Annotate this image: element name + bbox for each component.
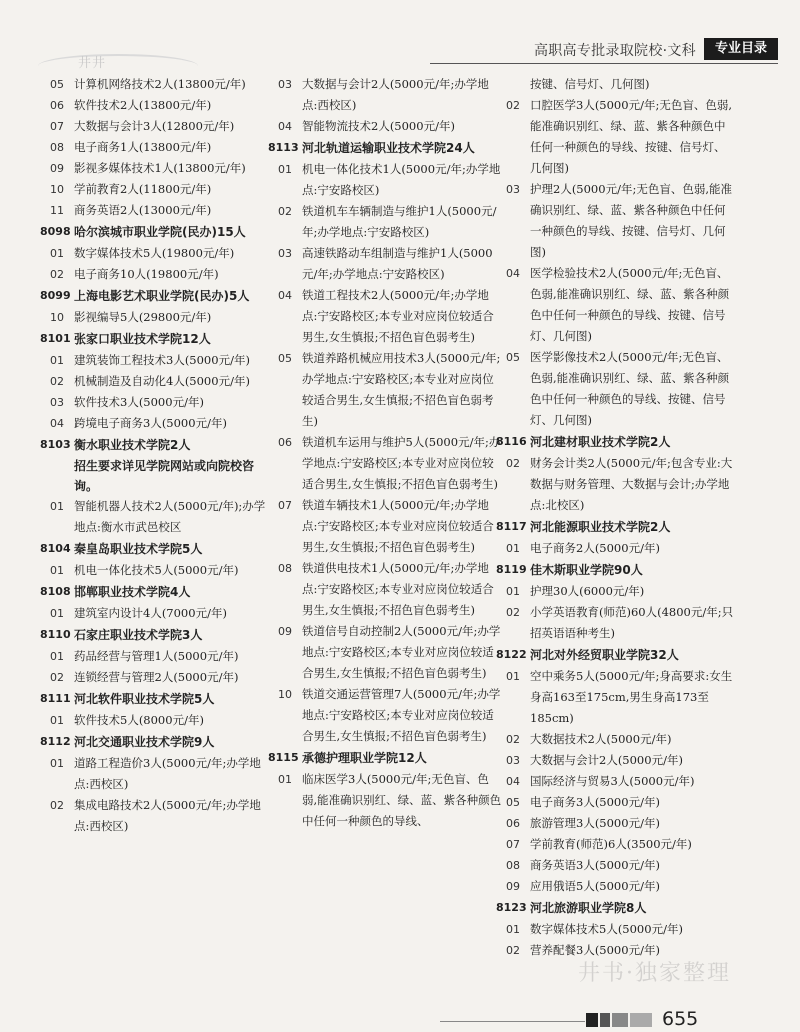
page-number: 655	[662, 1008, 699, 1030]
item-code: 01	[50, 247, 64, 260]
list-item	[496, 750, 736, 771]
item-text: 高速铁路动车组制造与维护1人(5000元/年;办学地点:宁安路校区)	[302, 246, 493, 281]
school-heading	[496, 897, 736, 919]
item-code: 07	[506, 838, 520, 851]
item-text: 大数据与会计2人(5000元/年)	[530, 753, 683, 767]
item-code: 06	[50, 99, 64, 112]
list-item	[40, 200, 275, 221]
school-code: 8113	[268, 141, 299, 154]
item-text: 国际经济与贸易3人(5000元/年)	[530, 774, 695, 788]
school-code: 8101	[40, 332, 71, 345]
item-text: 道路工程造价3人(5000元/年;办学地点:西校区)	[74, 756, 261, 791]
school-heading	[40, 221, 275, 243]
item-code: 02	[506, 733, 520, 746]
item-code: 08	[506, 859, 520, 872]
school-name: 哈尔滨城市职业学院(民办)15人	[74, 225, 246, 239]
item-code: 01	[278, 163, 292, 176]
school-heading	[40, 581, 275, 603]
item-code: 03	[278, 78, 292, 91]
item-code: 04	[506, 775, 520, 788]
school-heading	[496, 644, 736, 666]
list-item	[40, 392, 275, 413]
item-code: 01	[50, 714, 64, 727]
item-text: 铁道信号自动控制2人(5000元/年;办学地点:宁安路校区;本专业对应岗位较适合男生,女生慎报;不招色盲色弱考生)	[302, 624, 501, 680]
item-text: 影视多媒体技术1人(13800元/年)	[74, 161, 246, 175]
item-code: 08	[278, 562, 292, 575]
item-text: 集成电路技术2人(5000元/年;办学地点:西校区)	[74, 798, 261, 833]
item-text: 商务英语2人(13000元/年)	[74, 203, 212, 217]
list-item	[268, 495, 503, 558]
school-name: 河北交通职业技术学院9人	[74, 735, 215, 749]
item-code: 01	[50, 500, 64, 513]
list-item	[496, 729, 736, 750]
item-text: 电子商务10人(19800元/年)	[74, 267, 219, 281]
list-item	[268, 621, 503, 684]
item-text: 学前教育(师范)6人(3500元/年)	[530, 837, 692, 851]
list-item	[40, 795, 275, 837]
item-text: 电子商务2人(5000元/年)	[530, 541, 660, 555]
list-item-continuation	[496, 74, 736, 95]
list-item	[496, 855, 736, 876]
item-code: 04	[506, 267, 520, 280]
item-code: 01	[506, 542, 520, 555]
item-text: 影视编导5人(29800元/年)	[74, 310, 212, 324]
school-name: 河北软件职业技术学院5人	[74, 692, 215, 706]
footer-bars-decoration	[586, 1013, 652, 1027]
item-code: 02	[506, 457, 520, 470]
list-item	[496, 813, 736, 834]
item-text: 口腔医学3人(5000元/年;无色盲、色弱,能准确识别红、绿、蓝、紫各种颜色中任何一种颜色的导线、按键、信号灯、几何图)	[530, 98, 732, 175]
school-name: 石家庄职业技术学院3人	[74, 628, 203, 642]
item-text: 空中乘务5人(5000元/年;身高要求:女生身高163至175cm,男生身高173至185cm)	[530, 669, 733, 725]
item-code: 01	[506, 670, 520, 683]
item-text: 智能物流技术2人(5000元/年)	[302, 119, 455, 133]
school-name: 张家口职业技术学院12人	[74, 332, 211, 346]
list-item	[40, 179, 275, 200]
list-item	[40, 95, 275, 116]
item-code: 02	[50, 671, 64, 684]
list-item	[268, 243, 503, 285]
item-text: 机电一体化技术1人(5000元/年;办学地点:宁安路校区)	[302, 162, 501, 197]
item-text: 软件技术5人(8000元/年)	[74, 713, 204, 727]
school-code: 8117	[496, 520, 527, 533]
item-text: 财务会计类2人(5000元/年;包含专业:大数据与财务管理、大数据与会计;办学地点:北校区)	[530, 456, 733, 512]
item-code: 05	[50, 78, 64, 91]
column-2	[268, 74, 503, 832]
item-code: 02	[50, 799, 64, 812]
list-item	[40, 307, 275, 328]
item-code: 02	[278, 205, 292, 218]
list-item	[40, 603, 275, 624]
school-name: 邯郸职业技术学院4人	[74, 585, 191, 599]
item-code: 03	[506, 754, 520, 767]
item-text: 智能机器人技术2人(5000元/年);办学地点:衡水市武邑校区	[74, 499, 266, 534]
item-code: 02	[50, 375, 64, 388]
item-text: 软件技术3人(5000元/年)	[74, 395, 204, 409]
item-code: 02	[50, 268, 64, 281]
item-code: 06	[506, 817, 520, 830]
item-code: 01	[50, 757, 64, 770]
item-code: 02	[506, 944, 520, 957]
school-name: 河北建材职业技术学院2人	[530, 435, 671, 449]
item-code: 06	[278, 436, 292, 449]
item-text: 学前教育2人(11800元/年)	[74, 182, 212, 196]
item-text: 大数据与会计3人(12800元/年)	[74, 119, 235, 133]
footer-divider	[440, 1021, 585, 1022]
list-item	[40, 264, 275, 285]
list-item	[496, 95, 736, 179]
item-text: 铁道机车运用与维护5人(5000元/年;办学地点:宁安路校区;本专业对应岗位较适合男生,女生慎报;不招色盲色弱考生)	[302, 435, 501, 491]
item-code: 01	[278, 773, 292, 786]
item-text: 铁道养路机械应用技术3人(5000元/年;办学地点:宁安路校区;本专业对应岗位较适合男生,女生慎报;不招色盲色弱考生)	[302, 351, 501, 428]
item-code: 10	[50, 183, 64, 196]
school-heading	[268, 747, 503, 769]
school-code: 8111	[40, 692, 71, 705]
list-item	[496, 538, 736, 559]
item-text: 铁道车辆技术1人(5000元/年;办学地点:宁安路校区;本专业对应岗位较适合男生,女生慎报;不招色盲色弱考生)	[302, 498, 494, 554]
item-text: 铁道供电技术1人(5000元/年;办学地点:宁安路校区;本专业对应岗位较适合男生,女生慎报;不招色盲色弱考生)	[302, 561, 494, 617]
list-item	[496, 347, 736, 431]
footer-watermark: 井书·独家整理	[578, 961, 731, 986]
school-code: 8104	[40, 542, 71, 555]
item-code: 03	[506, 183, 520, 196]
list-item	[496, 263, 736, 347]
school-code: 8099	[40, 289, 71, 302]
list-item	[40, 158, 275, 179]
list-item	[40, 560, 275, 581]
item-code: 09	[278, 625, 292, 638]
item-text: 跨境电子商务3人(5000元/年)	[74, 416, 227, 430]
list-item	[496, 834, 736, 855]
list-item	[40, 371, 275, 392]
list-item	[496, 602, 736, 644]
school-name: 河北能源职业技术学院2人	[530, 520, 671, 534]
school-heading	[40, 688, 275, 710]
item-text: 临床医学3人(5000元/年;无色盲、色弱,能准确识别红、绿、蓝、紫各种颜色中任何一种颜色的导线、	[302, 772, 502, 828]
item-code: 03	[278, 247, 292, 260]
item-text: 连锁经营与管理2人(5000元/年)	[74, 670, 239, 684]
item-code: 07	[278, 499, 292, 512]
school-heading	[496, 516, 736, 538]
list-item	[496, 666, 736, 729]
item-text: 大数据技术2人(5000元/年)	[530, 732, 672, 746]
item-code: 02	[506, 99, 520, 112]
item-code: 04	[278, 120, 292, 133]
school-code: 8119	[496, 563, 527, 576]
school-name: 河北轨道运输职业技术学院24人	[302, 141, 475, 155]
item-code: 01	[506, 923, 520, 936]
list-item	[268, 558, 503, 621]
item-code: 05	[506, 351, 520, 364]
school-name: 河北旅游职业学院8人	[530, 901, 647, 915]
list-item	[496, 771, 736, 792]
school-heading	[40, 285, 275, 307]
school-code: 8112	[40, 735, 71, 748]
item-text: 护理30人(6000元/年)	[530, 584, 645, 598]
school-name: 衡水职业技术学院2人	[74, 438, 191, 452]
item-text: 按键、信号灯、几何图)	[530, 77, 650, 91]
list-item	[268, 74, 503, 116]
item-text: 电子商务1人(13800元/年)	[74, 140, 212, 154]
item-code: 08	[50, 141, 64, 154]
item-code: 04	[278, 289, 292, 302]
item-text: 大数据与会计2人(5000元/年;办学地点:西校区)	[302, 77, 489, 112]
item-text: 数字媒体技术5人(5000元/年)	[530, 922, 683, 936]
school-code: 8115	[268, 751, 299, 764]
list-item	[268, 769, 503, 832]
item-code: 05	[506, 796, 520, 809]
school-code: 8110	[40, 628, 71, 641]
school-note: 招生要求详见学院网站或向院校咨询。	[74, 459, 255, 493]
item-code: 03	[50, 396, 64, 409]
item-text: 铁道工程技术2人(5000元/年;办学地点:宁安路校区;本专业对应岗位较适合男生,女生慎报;不招色盲色弱考生)	[302, 288, 494, 344]
school-name: 承德护理职业学院12人	[302, 751, 427, 765]
list-item	[40, 667, 275, 688]
list-item	[40, 137, 275, 158]
item-code: 09	[506, 880, 520, 893]
school-name: 秦皇岛职业技术学院5人	[74, 542, 203, 556]
list-item	[268, 201, 503, 243]
item-code: 07	[50, 120, 64, 133]
item-text: 护理2人(5000元/年;无色盲、色弱,能准确识别红、绿、蓝、紫各种颜色中任何一种颜色的导线、按键、信号灯、几何图)	[530, 182, 732, 259]
item-text: 铁道机车车辆制造与维护1人(5000元/年;办学地点:宁安路校区)	[302, 204, 497, 239]
item-code: 01	[50, 354, 64, 367]
list-item	[268, 432, 503, 495]
item-text: 数字媒体技术5人(19800元/年)	[74, 246, 235, 260]
item-text: 应用俄语5人(5000元/年)	[530, 879, 660, 893]
item-code: 04	[50, 417, 64, 430]
item-code: 01	[506, 585, 520, 598]
item-text: 药品经营与管理1人(5000元/年)	[74, 649, 239, 663]
list-item	[496, 876, 736, 897]
school-name: 上海电影艺术职业学院(民办)5人	[74, 289, 250, 303]
item-code: 09	[50, 162, 64, 175]
school-heading	[40, 731, 275, 753]
school-heading	[40, 538, 275, 560]
item-text: 旅游管理3人(5000元/年)	[530, 816, 660, 830]
item-code: 02	[506, 606, 520, 619]
school-heading	[40, 434, 275, 456]
list-item	[496, 179, 736, 263]
school-heading	[496, 431, 736, 453]
list-item	[40, 243, 275, 264]
item-text: 电子商务3人(5000元/年)	[530, 795, 660, 809]
school-name: 河北对外经贸职业学院32人	[530, 648, 679, 662]
list-item	[40, 710, 275, 731]
column-1	[40, 74, 275, 837]
header-badge: 专业目录	[704, 38, 778, 60]
item-code: 01	[50, 607, 64, 620]
list-item	[496, 453, 736, 516]
list-item	[268, 116, 503, 137]
item-text: 机械制造及自动化4人(5000元/年)	[74, 374, 250, 388]
item-code: 01	[50, 650, 64, 663]
item-text: 小学英语教育(师范)60人(4800元/年;只招英语语种考生)	[530, 605, 734, 640]
list-item	[496, 581, 736, 602]
item-text: 建筑室内设计4人(7000元/年)	[74, 606, 227, 620]
school-code: 8123	[496, 901, 527, 914]
list-item	[40, 116, 275, 137]
list-item	[268, 684, 503, 747]
school-code: 8116	[496, 435, 527, 448]
list-item	[40, 413, 275, 434]
list-item	[40, 496, 275, 538]
list-item	[268, 159, 503, 201]
list-item	[40, 753, 275, 795]
list-item	[268, 285, 503, 348]
item-text: 医学检验技术2人(5000元/年;无色盲、色弱,能准确识别红、绿、蓝、紫各种颜色中任何一种颜色的导线、按键、信号灯、几何图)	[530, 266, 730, 343]
header-title: 高职高专批录取院校·文科	[533, 43, 696, 59]
school-name: 佳木斯职业学院90人	[530, 563, 643, 577]
list-item	[40, 646, 275, 667]
school-code: 8103	[40, 438, 71, 451]
item-code: 11	[50, 204, 64, 217]
list-item	[40, 74, 275, 95]
item-code: 10	[278, 688, 292, 701]
item-text: 软件技术2人(13800元/年)	[74, 98, 212, 112]
school-heading	[40, 328, 275, 350]
item-code	[496, 74, 530, 95]
list-item	[496, 919, 736, 940]
item-code: 05	[278, 352, 292, 365]
list-item	[40, 350, 275, 371]
list-item	[496, 792, 736, 813]
item-text: 建筑装饰工程技术3人(5000元/年)	[74, 353, 250, 367]
item-text: 铁道交通运营管理7人(5000元/年;办学地点:宁安路校区;本专业对应岗位较适合男生,女生慎报;不招色盲色弱考生)	[302, 687, 501, 743]
item-code: 01	[50, 564, 64, 577]
list-item	[268, 348, 503, 432]
item-text: 机电一体化技术5人(5000元/年)	[74, 563, 239, 577]
item-text: 医学影像技术2人(5000元/年;无色盲、色弱,能准确识别红、绿、蓝、紫各种颜色中任何一种颜色的导线、按键、信号灯、几何图)	[530, 350, 730, 427]
item-text: 营养配餐3人(5000元/年)	[530, 943, 660, 957]
school-heading	[268, 137, 503, 159]
item-text: 商务英语3人(5000元/年)	[530, 858, 660, 872]
school-code: 8122	[496, 648, 527, 661]
page-header	[0, 36, 800, 64]
school-code: 8098	[40, 225, 71, 238]
item-text: 计算机网络技术2人(13800元/年)	[74, 77, 246, 91]
school-heading	[40, 624, 275, 646]
item-code: 10	[50, 311, 64, 324]
decorative-logo: 井井	[78, 56, 107, 71]
column-3	[496, 74, 736, 961]
header-divider	[430, 63, 778, 64]
school-code: 8108	[40, 585, 71, 598]
school-heading	[496, 559, 736, 581]
